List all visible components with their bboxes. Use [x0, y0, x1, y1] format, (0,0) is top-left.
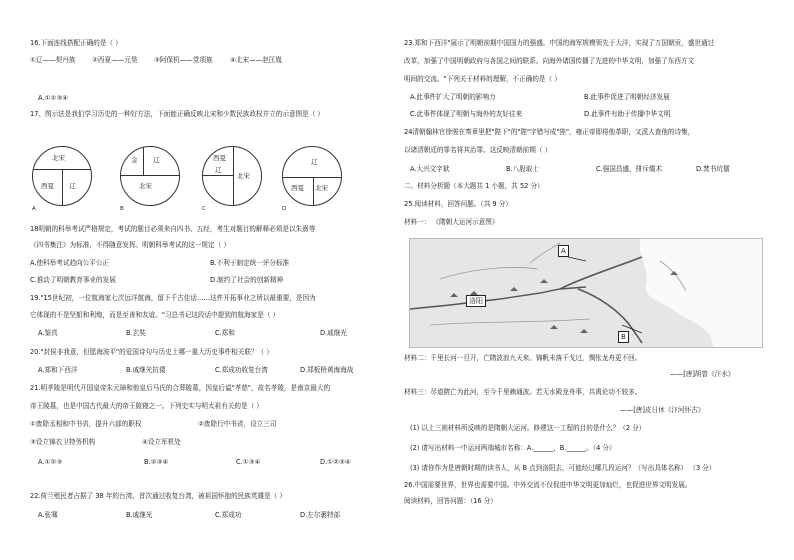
q26-stem: 阅读材料，回答问题：（16 分） — [404, 497, 497, 505]
canal-line — [578, 289, 642, 343]
q23-stem: 改革，加强了中国明朝政府与各国之间的联系。向海外诸国传播了先进的中华文明，加强了东西方文 — [404, 57, 695, 65]
diagram-label: 西夏 — [291, 184, 304, 192]
q19-option: B.玄奘 — [126, 329, 146, 337]
q21-option: D.①②③④ — [320, 458, 351, 466]
q16-item: ③阿保机——党项族 — [154, 56, 213, 64]
q25-question-2: (2) 请写出材料一中运河两端城市名称：A.______，B.______。（4 分） — [410, 444, 616, 452]
diagram-label: 辽 — [69, 182, 76, 190]
q20-stem: 20."封侯非我意，但愿海波平"的爱国诗句与历史上哪一重大历史事件相关联？（ ） — [30, 348, 273, 356]
diagram-c — [202, 146, 262, 206]
q24-stem: 24清朝翰林官徐骏在奏章里把"陛下"的"陛"字错写成"狴"，雍正帝即将他革职，又派人查他的诗集， — [404, 128, 695, 136]
diagram-label: 金 — [131, 156, 138, 164]
q22-option: D.左尔裹特部 — [300, 511, 341, 519]
q16-item: ④北宋——赵匡胤 — [230, 56, 283, 64]
q25-stem: 25.阅读材料，回答问题。（共 9 分） — [404, 200, 512, 208]
q16-option: A.①②③④ — [38, 94, 69, 102]
q20-option: D.郑板桥黄海海战 — [300, 366, 354, 374]
q20-option: A.郑和下西洋 — [38, 366, 78, 374]
q23-option: D.此事件有助于传播中华文明 — [584, 110, 671, 118]
q19-option: C.郑和 — [215, 329, 235, 337]
diagram-label: 辽 — [153, 156, 160, 164]
q18-option: C.推动了明朝教育事业的发展 — [30, 276, 116, 284]
q16-item: ①辽——契丹族 — [30, 56, 76, 64]
diagram-label: 北宋 — [139, 182, 152, 190]
q25-material-1: 材料一： 《隋朝大运河示意图》 — [404, 218, 499, 226]
q25-material-3: 材料三：尽道隋亡为此河，至今千里赖通波。若无水殿龙舟事，共禹论功不较多。 — [404, 388, 642, 396]
q25-question-3: (3) 请你作为是唐朝时期的读书人，从 B 点到洛阳去，可能经过哪几段运河？（写出具体名称） （3 分） — [410, 464, 716, 472]
q22-option: A.张骞 — [38, 511, 58, 519]
q24-option: C.强国昌盛，排斥儒术 — [596, 165, 663, 173]
map-label-b: B — [618, 331, 629, 343]
canal-line — [560, 257, 642, 289]
diagram-a — [32, 146, 92, 206]
diagram-letter: C — [202, 206, 206, 212]
q21-stem: 帝王陵墓，也是中国古代最大的帝王陵寝之一。下列史实与明太祖有关的是（ ） — [30, 402, 263, 410]
q24-stem: 以诸清朝廷的罪名将其治罪。这反映清朝前期（ ） — [404, 146, 552, 154]
diagram-label: 西夏 — [213, 154, 226, 162]
diagram-label: 北宋 — [315, 184, 328, 192]
q18-option: A.使科举考试趋向公平公正 — [30, 259, 110, 267]
diagram-letter: B — [120, 206, 124, 212]
q19-stem: 19."15世纪初，一位航海家七次远洋航海，留下千古佳话……这件开拓事业之所以最重要，是因为 — [30, 294, 316, 302]
q21-stem: 21.明孝陵是明代开国皇帝朱元璋和他皇后马氏的合葬陵墓，因皇后谥"孝慈"，故名孝陵，是南京最大的 — [30, 384, 331, 392]
material-source: ——[唐]皮日休《汴河怀古》 — [620, 406, 705, 414]
q18-option: B.不利于制定统一评分标准 — [210, 259, 290, 267]
q24-option: D.焚书坑儒 — [696, 165, 730, 173]
q23-option: B.此事件促进了明朝经济发展 — [584, 93, 670, 101]
q18-stem: 18明朝的科举考试严格规定，考试的题目必须来自四书、五经，考生对题目的解释必须是以朱熹等 — [30, 225, 316, 233]
river-line — [410, 287, 586, 309]
q17-stem: 17、图示法是我们学习历史的一种好方法，下面能正确反映北宋和少数民族政权并立的示意图是（ ） — [30, 110, 325, 118]
q24-option: B.八股取士 — [506, 165, 539, 173]
q20-option: C.郑成功收复台湾 — [215, 366, 268, 374]
q21-option: C.①③④ — [236, 458, 261, 466]
river-line — [530, 243, 560, 263]
q24-option: A.大兴文字狱 — [410, 165, 450, 173]
q22-option: C.郑成功 — [215, 511, 242, 519]
q22-option: B.戚继光 — [126, 511, 153, 519]
diagram-label: 辽 — [311, 158, 318, 166]
q23-option: A.此事件扩大了明朝的影响力 — [410, 93, 496, 101]
diagram-label: 辽 — [215, 166, 222, 174]
label-pointer — [568, 257, 586, 261]
q25-question-1: (1) 以上三则材料所反映的是隋朝大运河。修建这一工程的目的是什么？（2 分） — [410, 424, 646, 432]
left-column — [30, 0, 396, 560]
q26-stem: 26.中国需要世界，世界也需要中国。中外交流不仅促进中华文明更加灿烂，也促进世界文明发展。 — [404, 481, 692, 489]
q22-stem: 22.荷兰殖民者占据了 38 年的台湾，首次通过收复台湾，被祖国怀抱的民族英雄是（ ） — [30, 492, 286, 500]
right-column — [400, 0, 770, 560]
river-line — [430, 319, 590, 325]
map-label-a: A — [558, 245, 569, 257]
q21-item: ①废除丞相和中书省，提升六部的职权 — [30, 420, 142, 428]
q25-material-2: 材料二：千里长河一旦开，亡隋波浪九天来。锦帆未落干戈过，惆怅龙舟更不回。 — [404, 354, 642, 362]
q21-item: ④设立军机处 — [142, 438, 181, 446]
material-source: ——[唐]胡曾《汴水》 — [670, 370, 735, 378]
diagram-label: 北宋 — [52, 154, 65, 162]
diagram-d — [282, 146, 342, 206]
diagram-label: 北宋 — [237, 172, 250, 180]
q19-option: A.鉴真 — [38, 329, 58, 337]
q16-item: ②西夏——元昊 — [92, 56, 138, 64]
map-label-luoyang: 洛阳 — [466, 295, 486, 307]
q18-option: D.制约了社会的创新精神 — [210, 276, 284, 284]
q19-stem: 它体现的不是坚船和利炮，而是至善和友谊。"习总书记这段话中提到的航海家是（ ） — [30, 311, 280, 319]
diagram-letter: A — [32, 206, 36, 212]
diagram-letter: D — [282, 206, 287, 212]
sea-region — [640, 239, 762, 347]
q21-item: ③设立锦衣卫特务机构 — [30, 438, 96, 446]
q21-option: A.①②③ — [38, 458, 63, 466]
q21-item: ②废除行中书省，设立三司 — [198, 420, 277, 428]
q23-stem: 23.郑和下西洋"展示了明朝前期中国国力的强盛。中国的海军规模领先于大洋，实现了万国朝贡，盛世通过 — [404, 39, 715, 47]
grand-canal-map — [409, 238, 763, 348]
q21-option: B.②③④ — [144, 458, 169, 466]
river-line — [440, 267, 538, 279]
diagram-label: 西夏 — [41, 182, 54, 190]
q16-stem: 16.下面连线搭配正确的是（ ） — [30, 39, 122, 47]
q23-stem: 明间的交流。"下列关于材料的理解，不正确的是（ ） — [404, 75, 561, 83]
diagram-b — [120, 146, 180, 206]
q23-option: C.此事件体现了明朝与海外的友好往来 — [410, 110, 523, 118]
q18-stem: 《四书集注》为标准，不得随意发挥。明朝科举考试的这一规定（ ） — [30, 241, 230, 249]
section-heading: 二、材料分析题（本大题共 1 小题，共 52 分） — [404, 182, 544, 190]
q20-option: B.戚继光抗倭 — [126, 366, 166, 374]
q19-option: D.戚继光 — [320, 329, 347, 337]
